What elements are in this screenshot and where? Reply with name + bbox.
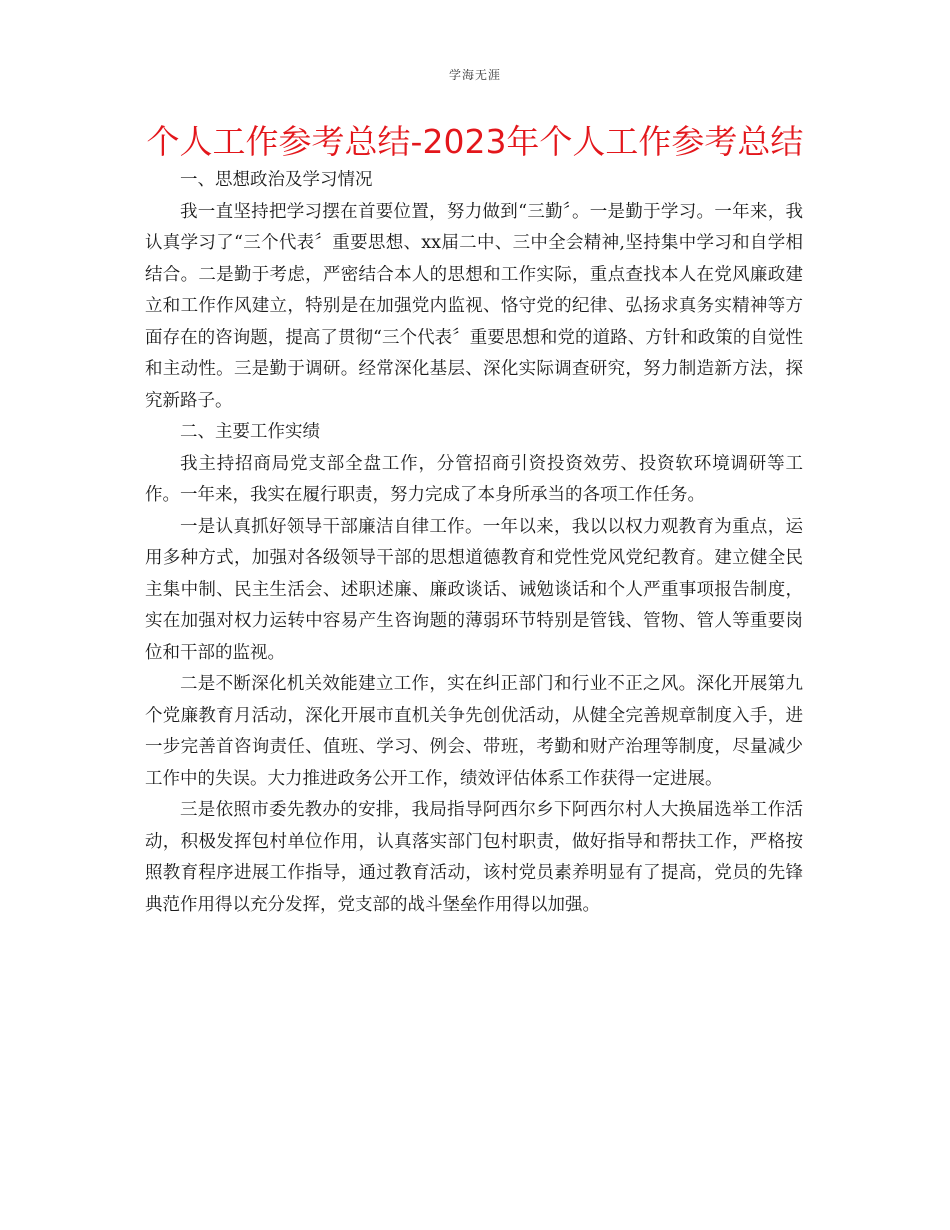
header-watermark-text: 学海无涯 [448,68,501,82]
paragraph-duties: 我主持招商局党支部全盘工作，分管招商引资投资效劳、投资软环境调研等工作。一年来，我实在履行职责，努力完成了本身所承当的各项工作任务。 [145,453,803,505]
paragraph-point-2: 二是不断深化机关效能建立工作，实在纠正部门和行业不正之风。深化开展第九个党廉教育月活动，深化开展市直机关争先创优活动，从健全完善规章制度入手，进一步完善首咨询责任、值班、学习、例会、带班，考勤和财产治理等制度，尽量减少工作中的失误。大力推进政务公开工作，绩效评估体系工作获得一定进展。 [145,674,803,789]
paragraph-study: 我一直坚持把学习摆在首要位置，努力做到“三勤〞。一是勤于学习。一年来，我认真学习了“三个代表〞重要思想、xx届二中、三中全会精神,坚持集中学习和自学相结合。二是勤于考虑，严密结合本人的思想和工作实际，重点查找本人在党风廉政建立和工作作风建立，特别是在加强党内监视、恪守党的纪律、弘扬求真务实精神等方面存在的咨询题，提高了贯彻“三个代表〞重要思想和党的道路、方针和政策的自觉性和主动性。三是勤于调研。经常深化基层、深化实际调查研究，努力制造新方法，探究新路子。 [145,201,803,411]
section-heading-1: 一、思想政治及学习情况 [180,170,373,190]
document-body [145,165,803,921]
paragraph-point-3: 三是依照市委先教办的安排，我局指导阿西尔乡下阿西尔村人大换届选举工作活动，积极发挥包村单位作用，认真落实部门包村职责，做好指导和帮扶工作，严格按照教育程序进展工作指导，通过教育活动，该村党员素养明显有了提高，党员的先锋典范作用得以充分发挥，党支部的战斗堡垒作用得以加强。 [145,800,803,915]
paragraph-point-1: 一是认真抓好领导干部廉洁自律工作。一年以来，我以以权力观教育为重点，运用多种方式，加强对各级领导干部的思想道德教育和党性党风党纪教育。建立健全民主集中制、民主生活会、述职述廉、廉政谈话、诫勉谈话和个人严重事项报告制度，实在加强对权力运转中容易产生咨询题的薄弱环节特别是管钱、管物、管人等重要岗位和干部的监视。 [145,516,803,663]
document-title: 个人工作参考总结-2023年个人工作参考总结 [146,122,804,161]
section-heading-2: 二、主要工作实绩 [180,422,320,442]
